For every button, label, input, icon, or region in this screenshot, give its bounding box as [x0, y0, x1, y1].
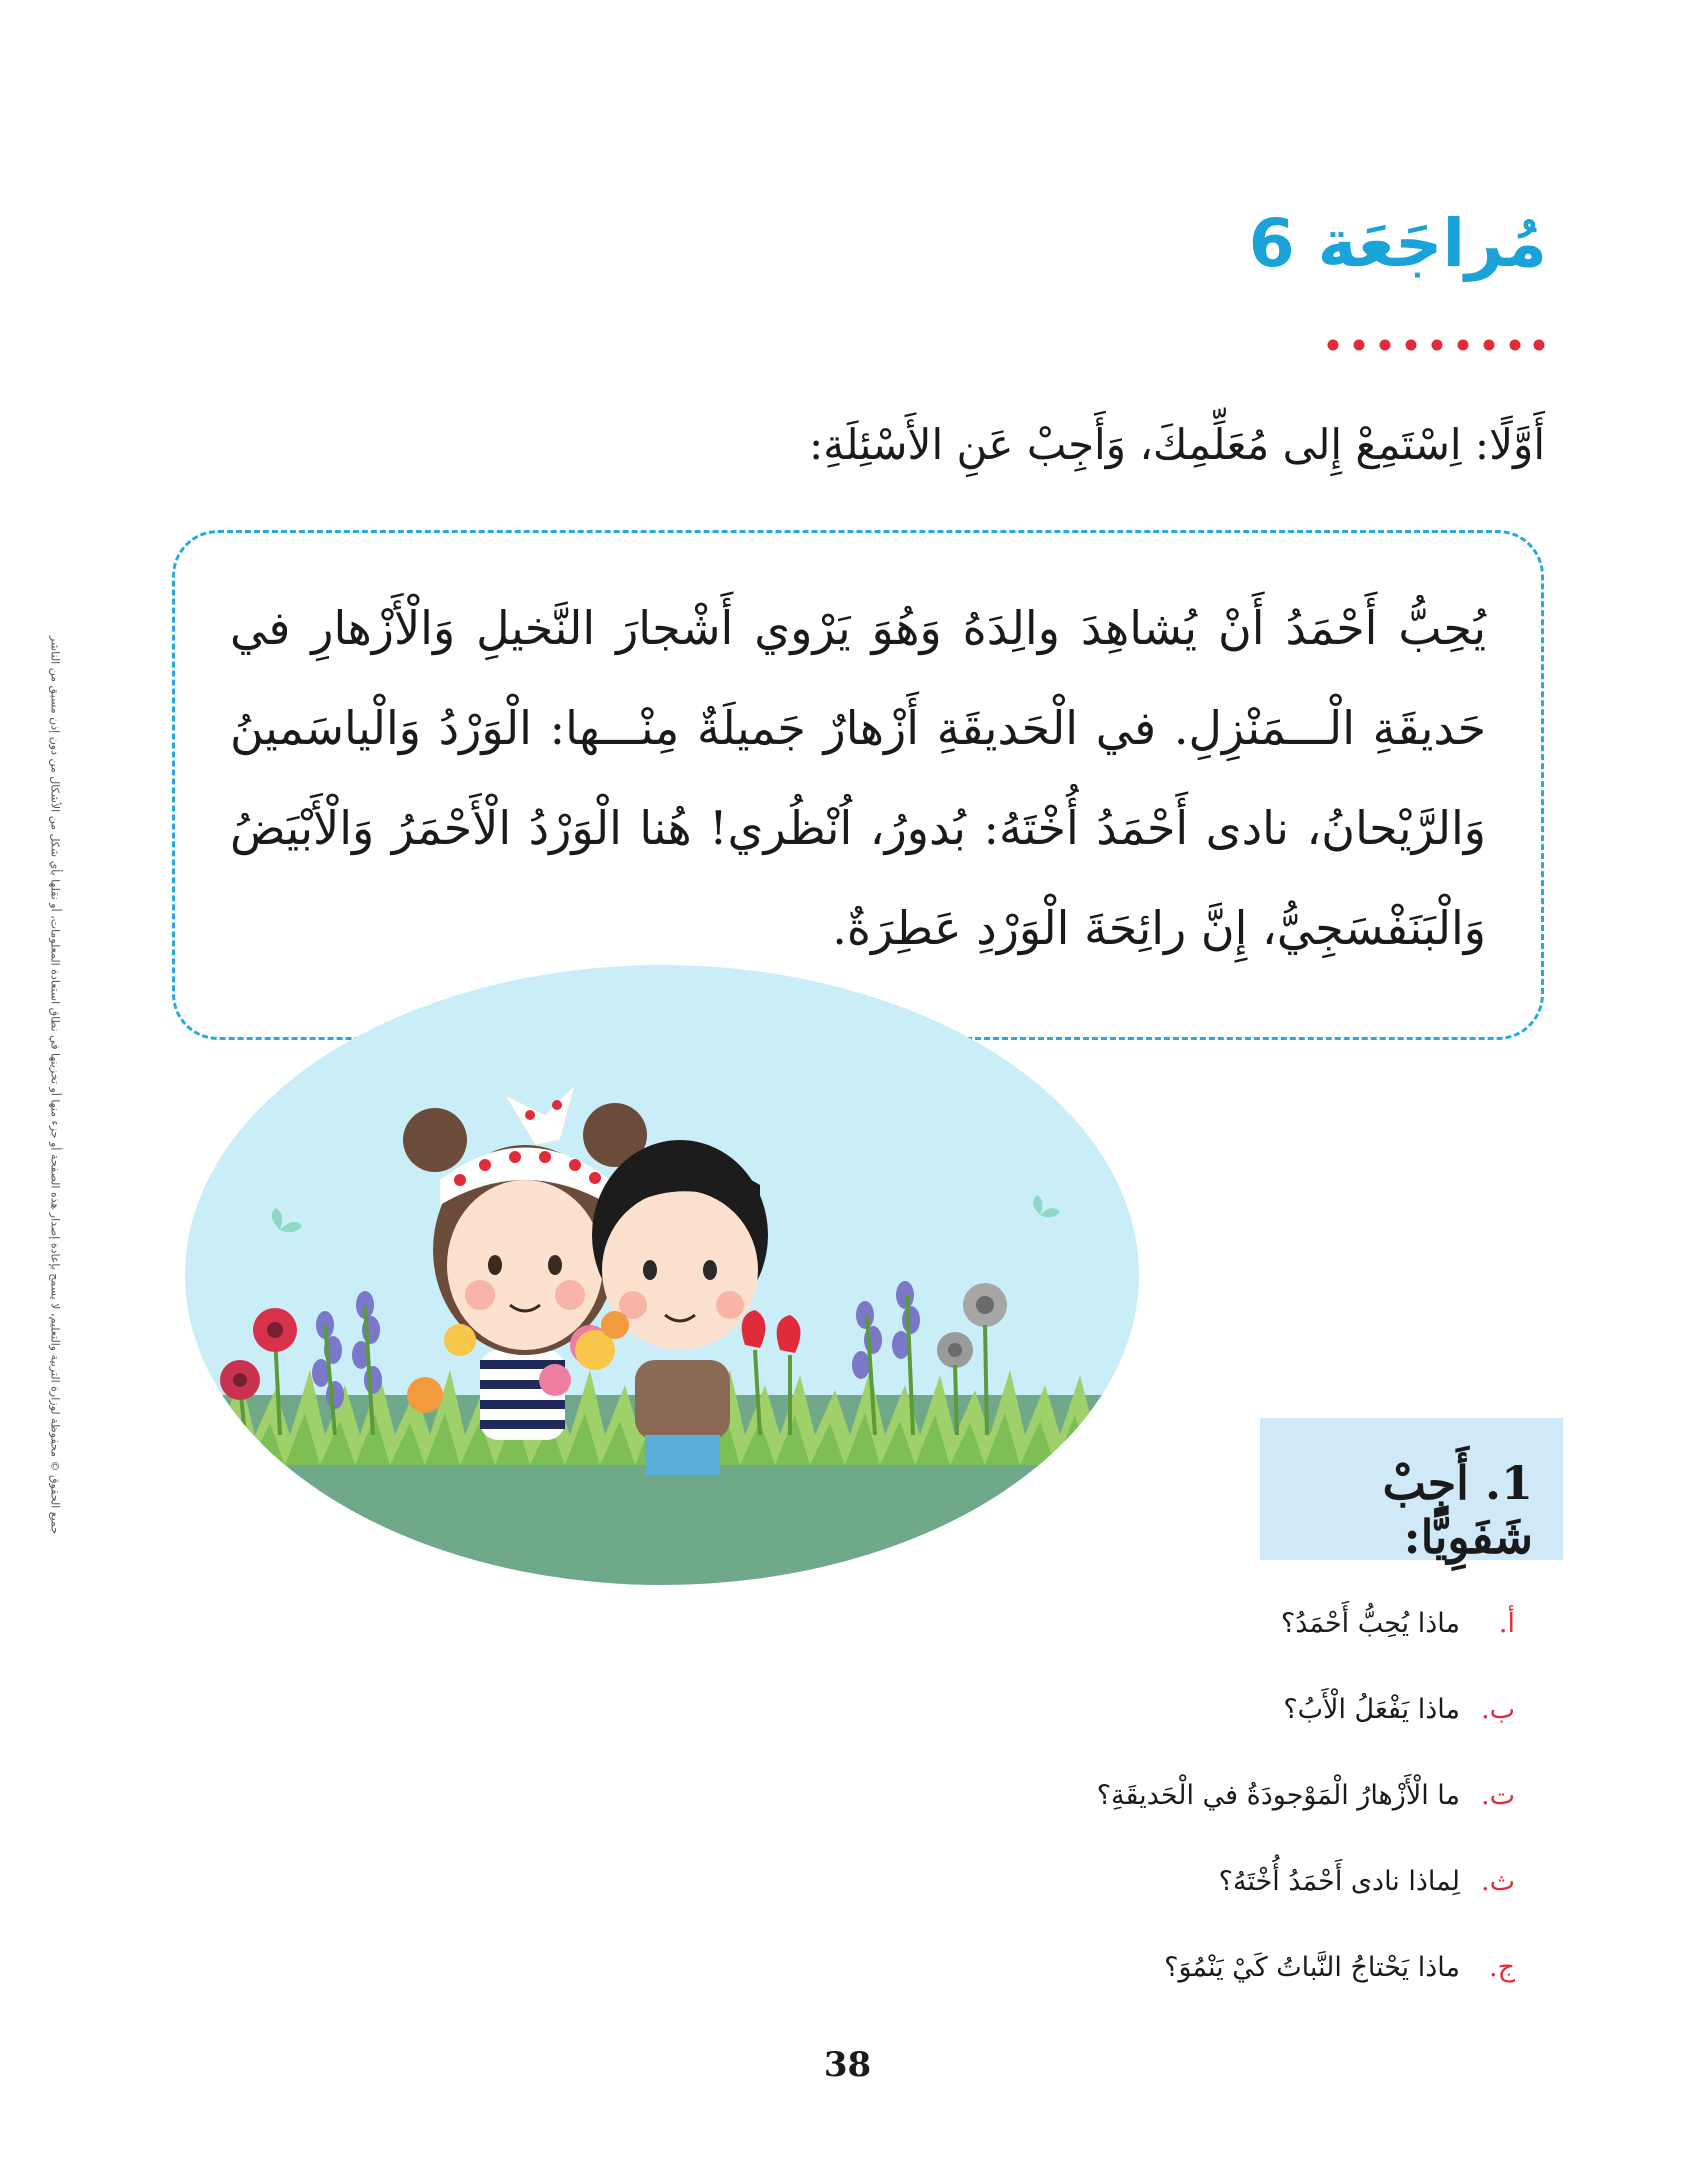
question-item [815, 1924, 1515, 2010]
page-number: 38 [823, 2045, 872, 2085]
question-letter: أ. [1498, 1607, 1515, 1639]
question-text: ماذا يَفْعَلُ الْأَبُ؟ [1283, 1693, 1460, 1725]
question-text: ماذا يَحْتاجُ النَّباتُ كَيْ يَنْمُوَ؟ [1164, 1951, 1460, 1983]
question-letter: ب. [1480, 1693, 1515, 1725]
question-item [815, 1838, 1515, 1924]
question-letter: ج. [1488, 1951, 1515, 1983]
exercise-heading: 1. أَجِبْ شَفَوِيًّا: [1382, 1456, 1533, 1564]
question-text: ماذا يُحِبُّ أَحْمَدُ؟ [1280, 1607, 1460, 1639]
question-item [815, 1666, 1515, 1752]
title-dots-divider [1325, 335, 1545, 355]
copyright-text: جميع الحقوق © محفوظة لوزارة التربية والتعليم، لا يسمح بإعادة إصدار هذه الصفحة أو جزء منها أو تخزينها في نطاق استعادة المعلومات، أو نقلها بأي شكل من الأشكال من دون إذن مسبق من الناشر [48, 635, 62, 1535]
question-text: لِماذا نادى أَحْمَدُ أُخْتَهُ؟ [1218, 1865, 1460, 1897]
question-list [815, 1580, 1515, 2010]
question-item [815, 1580, 1515, 1666]
lesson-title: مُراجَعَة 6 [1248, 205, 1547, 282]
question-item [815, 1752, 1515, 1838]
section-heading: أَوَّلًا: اِسْتَمِعْ إِلى مُعَلِّمِكَ، وَأَجِبْ عَنِ الأَسْئِلَةِ: [809, 420, 1545, 469]
copyright-side-note [35, 520, 75, 1650]
oral-answer-box [1260, 1418, 1563, 1564]
question-letter: ث. [1480, 1865, 1515, 1897]
passage-box [172, 530, 1544, 1040]
question-letter: ت. [1480, 1779, 1515, 1811]
garden-children-illustration [185, 965, 1140, 1585]
question-text: ما الْأَزْهارُ الْمَوْجودَةُ في الْحَديقَةِ؟ [1096, 1779, 1460, 1811]
passage-text: يُحِبُّ أَحْمَدُ أَنْ يُشاهِدَ والِدَهُ وَهُوَ يَرْوي أَشْجارَ النَّخيلِ وَالْأَزْهارِ في حَديقَةِ الْـــمَنْزِلِ. في الْحَديقَةِ أَزْهارٌ جَميلَةٌ مِنْـــها: الْوَرْدُ وَالْياسَمينُ وَالرَّيْحانُ، نادى أَحْمَدُ أُخْتَهُ: بُدورُ، اُنْظُري! هُنا الْوَرْدُ الْأَحْمَرُ وَالْأَبْيَضُ وَالْبَنَفْسَجِيُّ، إِنَّ رائِحَةَ الْوَرْدِ عَطِرَةٌ. [230, 601, 1486, 955]
